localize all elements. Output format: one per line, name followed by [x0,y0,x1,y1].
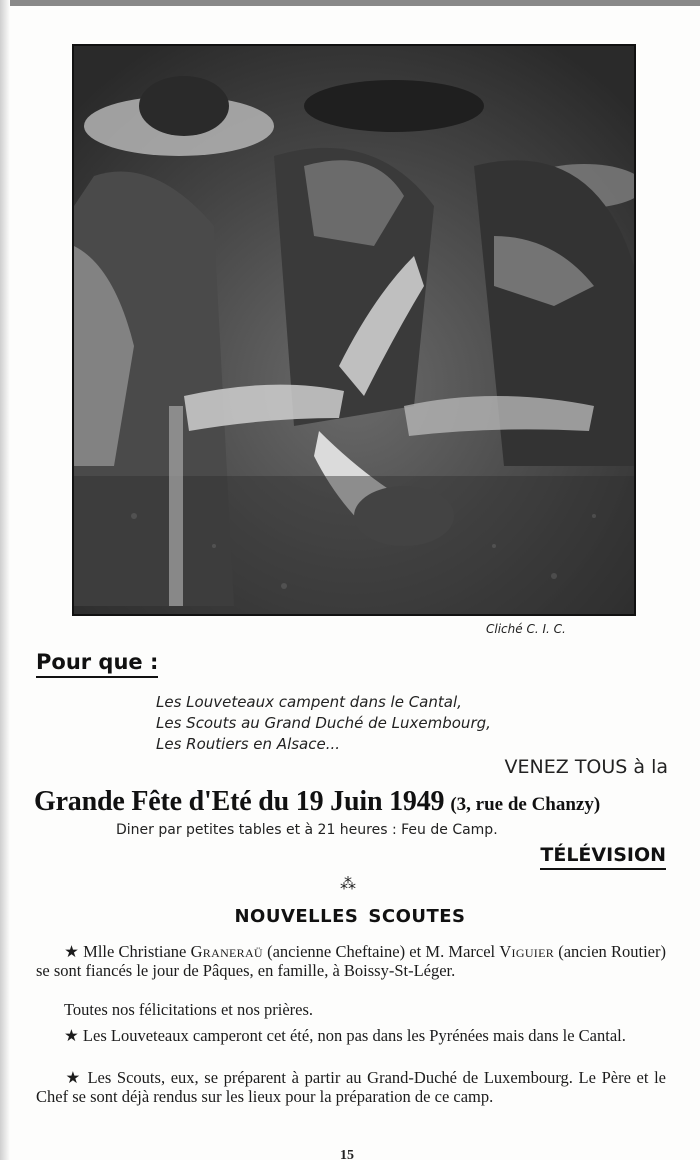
p4-text: ★ Les Scouts, eux, se préparent à partir au Grand-Duché de Luxembourg. Le Père et le Chef se sont déjà rendus sur les lieux pour la préparation de ce camp. [36,1068,666,1106]
scout-campfire-photo [72,44,636,616]
p1-text-a: ★ Mlle Christiane [64,942,191,961]
television-label: TÉLÉVISION [540,844,666,870]
news-paragraph-scouts [36,1068,666,1106]
p3-text: ★ Les Louveteaux camperont cet été, non pas dans les Pyrénées mais dans le Cantal. [64,1026,626,1045]
scan-edge-left [0,0,10,1160]
news-section-title [0,906,700,927]
venez-tous-text: VENEZ TOUS à la [504,756,668,778]
p2-text: Toutes nos félicitations et nos prières. [64,1000,314,1019]
intro-line-scouts: Les Scouts au Grand Duché de Luxembourg, [156,714,491,732]
intro-line-routiers: Les Routiers en Alsace... [156,735,341,753]
event-title: Grande Fête d'Eté du 19 Juin 1949 [34,786,445,817]
event-details: Diner par petites tables et à 21 heures : Feu de Camp. [116,822,498,838]
news-paragraph-congrats [36,1000,666,1019]
p1-text-c: (ancien Routier) se sont fiancés le jour de Pâques, en famille, à Boissy-St-Léger. [36,942,666,980]
page-number: 15 [340,1148,354,1163]
photo-credit: Cliché C. I. C. [486,622,566,636]
asterism-ornament: ⁂ [340,874,356,893]
intro-heading: Pour que : [36,650,158,678]
news-paragraph-engagement [36,942,666,980]
p1-surname-graneraü: Graneraü [190,942,263,961]
p1-text-b: (ancienne Cheftaine) et M. Marcel [262,942,500,961]
news-paragraph-louveteaux [36,1026,666,1045]
event-title-line [34,786,600,818]
photo-illustration [74,46,634,614]
news-title-word2: SCOUTES [368,906,466,927]
news-title-word1: NOUVELLES [234,906,359,927]
scan-edge-top [0,0,700,6]
event-address: (3, rue de Chanzy) [450,794,601,815]
p1-surname-viguier: Viguier [499,942,555,961]
intro-lines [156,692,491,755]
intro-line-louveteaux: Les Louveteaux campent dans le Cantal, [156,693,462,711]
